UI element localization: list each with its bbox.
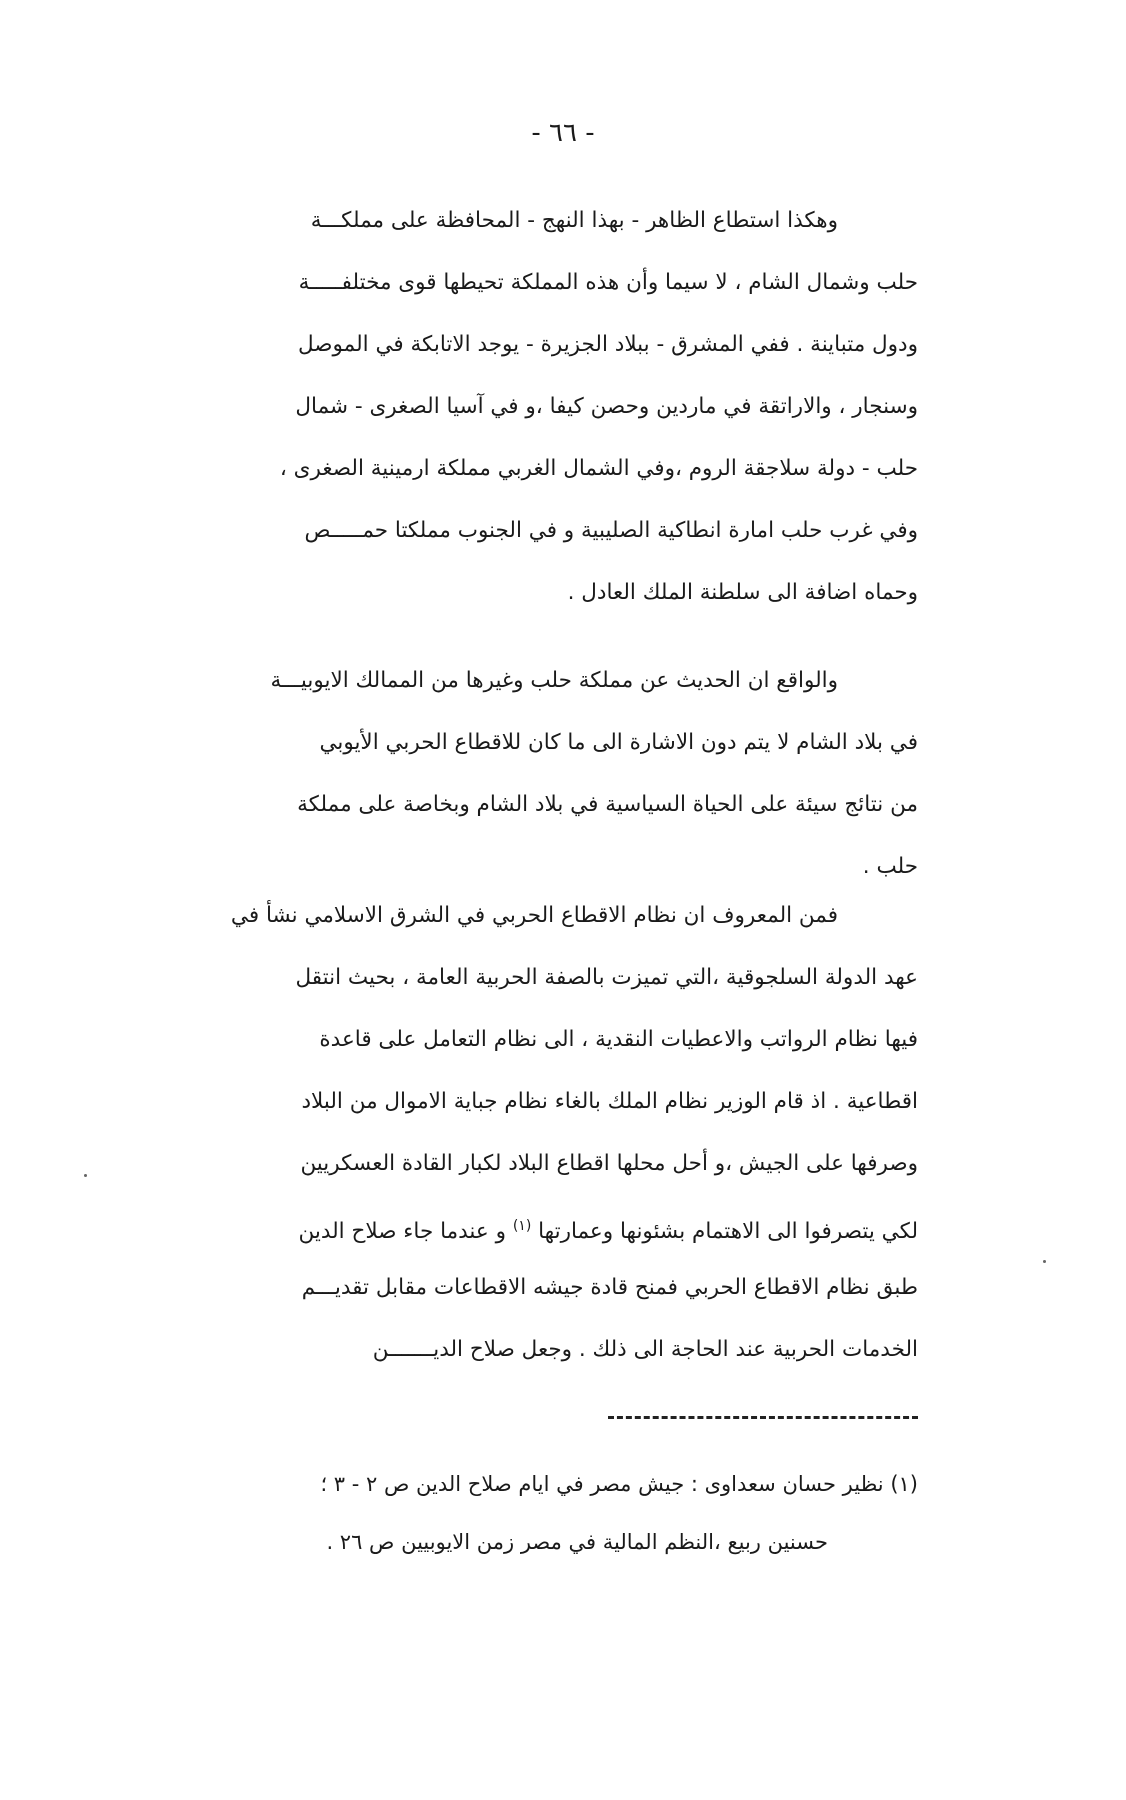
text-line: عهد الدولة السلجوقية ،التي تميزت بالصفة الحربية العامة ، بحيث انتقل [295,965,918,990]
text-line: فيها نظام الرواتب والاعطيات النقدية ، الى نظام التعامل على قاعدة [319,1027,918,1052]
footnote-divider [608,1416,918,1419]
text-line: حلب - دولة سلاجقة الروم ،وفي الشمال الغربي مملكة ارمينية الصغرى ، [279,456,918,481]
page-number: - ٦٦ - [531,118,595,148]
text-line: وهكذا استطاع الظاهر - بهذا النهج - المحافظة على مملكـــة [310,208,838,233]
scan-speck [1043,1260,1046,1263]
text-line-with-reference [158,1195,918,1257]
footnote-line: (١) نظير حسان سعداوى : جيش مصر في ايام صلاح الدين ص ٢ - ٣ ؛ [320,1472,918,1496]
text-line: وسنجار ، والاراتقة في ماردين وحصن كيفا ،و في آسيا الصغرى - شمال [295,394,918,419]
text-segment: لكي يتصرفوا الى الاهتمام بشئونها وعمارتها [538,1219,918,1245]
text-line: حلب . [862,854,918,879]
text-line: حلب وشمال الشام ، لا سيما وأن هذه المملكة تحيطها قوى مختلفـــــة [298,270,918,295]
text-line: وصرفها على الجيش ،و أحل محلها اقطاع البلاد لكبار القادة العسكريين [300,1151,918,1176]
text-line: في بلاد الشام لا يتم دون الاشارة الى ما كان للاقطاع الحربي الأيوبي [319,730,918,755]
text-line: اقطاعية . اذ قام الوزير نظام الملك بالغاء نظام جباية الاموال من البلاد [301,1089,918,1114]
paragraph-3 [158,885,918,1381]
text-line: ودول متباينة . ففي المشرق - ببلاد الجزيرة - يوجد الاتابكة في الموصل [298,332,918,357]
text-line: الخدمات الحربية عند الحاجة الى ذلك . وجعل صلاح الديـــــــن [372,1337,918,1362]
scan-speck [84,1174,87,1177]
text-segment: و عندما جاء صلاح الدين [298,1219,506,1245]
footnote-line: حسنين ربيع ،النظم المالية في مصر زمن الايوبيين ص ٢٦ . [326,1530,828,1554]
text-line: طبق نظام الاقطاع الحربي فمنح قادة جيشه الاقطاعات مقابل تقديـــم [301,1275,918,1300]
text-line: والواقع ان الحديث عن مملكة حلب وغيرها من الممالك الايوبيـــة [270,668,838,693]
text-line: من نتائج سيئة على الحياة السياسية في بلاد الشام وبخاصة على مملكة [297,792,918,817]
footnotes [158,1455,918,1571]
text-line: وفي غرب حلب امارة انطاكية الصليبية و في الجنوب مملكتا حمـــــص [304,518,918,543]
text-line: فمن المعروف ان نظام الاقطاع الحربي في الشرق الاسلامي نشأ في [230,903,838,928]
paragraph-2 [158,650,918,898]
text-line: وحماه اضافة الى سلطنة الملك العادل . [567,580,918,605]
footnote-reference: (١) [512,1218,532,1234]
paragraph-1 [158,190,918,624]
